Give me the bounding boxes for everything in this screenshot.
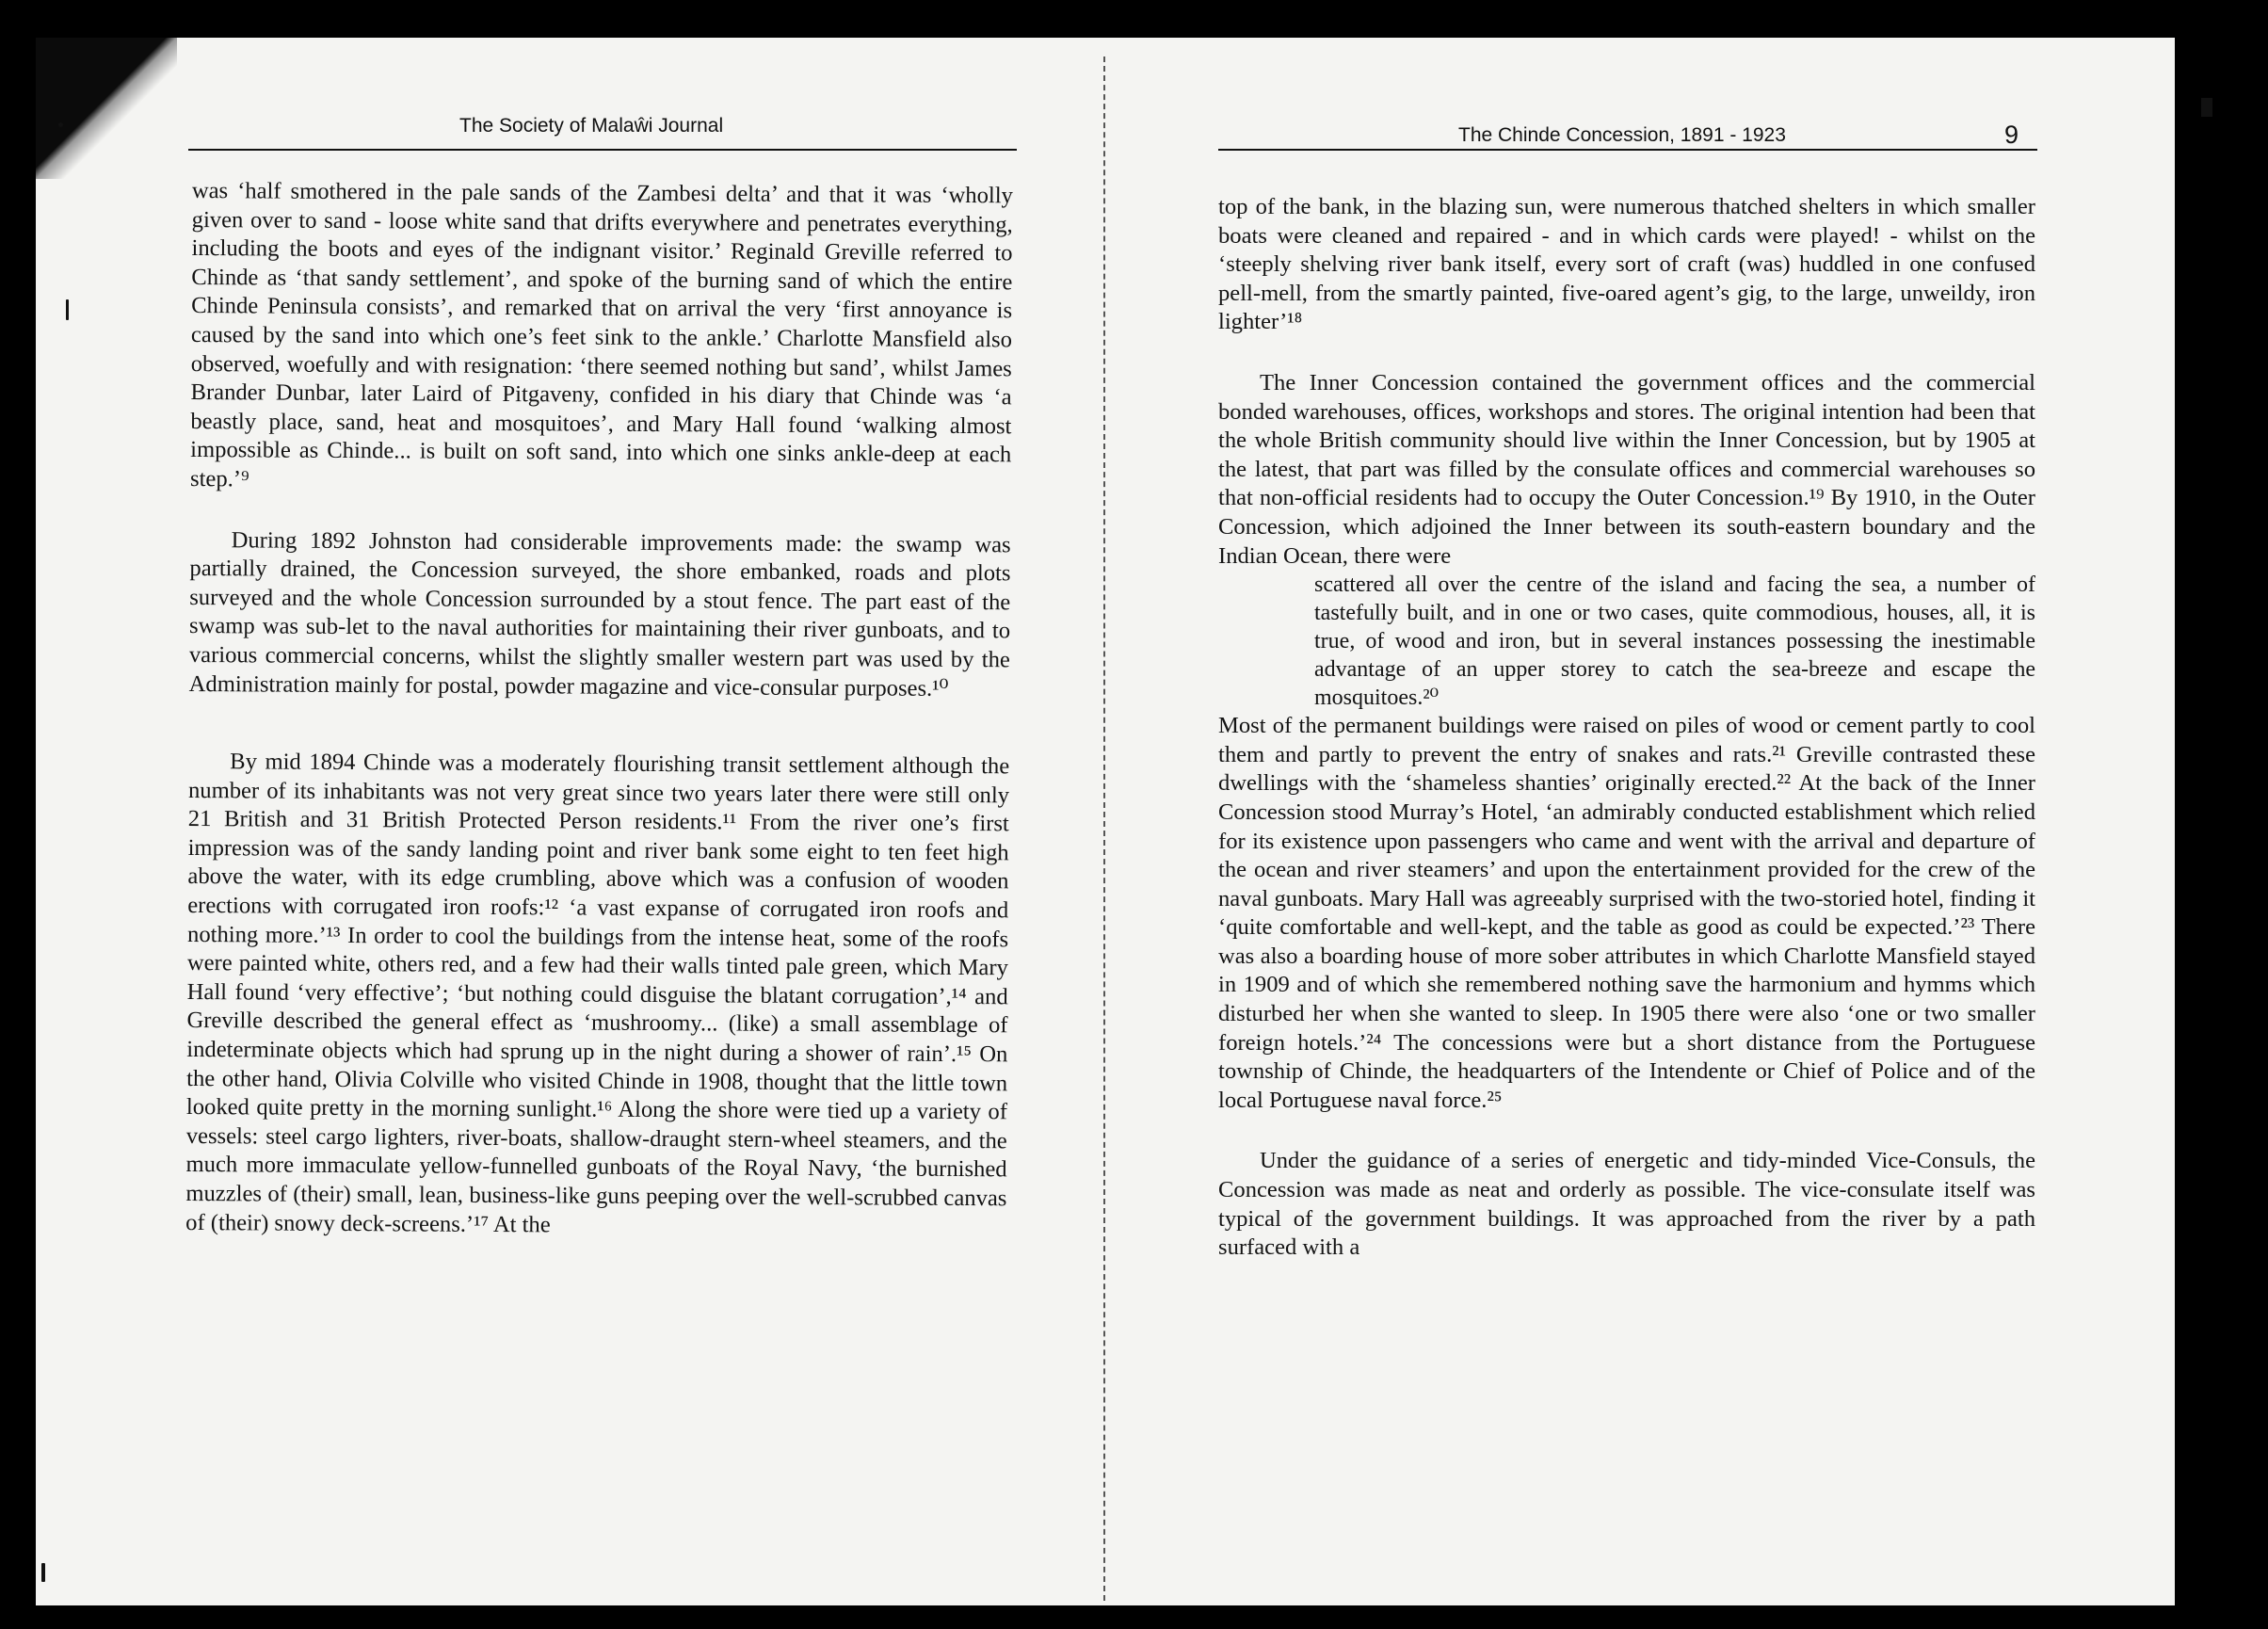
right-paragraph-4: Under the guidance of a series of energetic and tidy-minded Vice-Consuls, the Concession was made as neat and orderly as possible. The vice-consulate itself was typical of the government buildings. It was approached from the river by a path surfaced with a bbox=[1218, 1148, 2035, 1261]
dust-speck bbox=[58, 122, 63, 127]
right-paragraph-2: The Inner Concession contained the government offices and the commercial bonded warehouses, offices, workshops and stores. The original intention had been that the whole British community should live within the Inner Concession, but by 1905 at the latest, that part was filled by the consulate offices and commercial warehouses so that non-official residents had to occupy the Outer Concession.¹⁹ By 1910, in the Outer Concession, which adjoined the Inner between its south-eastern boundary and the Indian Ocean, there were bbox=[1218, 369, 2035, 569]
article-title: The Chinde Concession, 1891 - 1923 bbox=[1458, 124, 1786, 146]
right-page-text bbox=[1218, 193, 2035, 1263]
scan-edge-shadow bbox=[2175, 38, 2268, 1629]
edge-mark bbox=[2201, 98, 2212, 117]
right-paragraph-3: Most of the permanent buildings were raised on piles of wood or cement partly to cool them and partly to prevent the entry of snakes and rats.²¹ Greville contrasted these dwellings with the ‘shameless shanties’ originally erected.²² At the back of the Inner Concession stood Murray’s Hotel, ‘an admirably conducted establishment which relied for its existence upon passengers who came and went with the arrival and departure of the ocean and river steamers’ and upon the entertainment provided for the crew of the naval gunboats. Mary Hall was agreeably surprised with the two-storied hotel, finding it ‘quite comfortable and well-kept, and the table as good as could be expected.’²³ There was also a boarding house of more sober attributes in which Charlotte Mansfield stayed in 1909 and of which she remembered nothing save the harmonium and hymms which disturbed her when she wanted to sleep. In 1905 there were also ‘one or two smaller foreign hotels.’²⁴ The concessions were but a short distance from the Portuguese township of Chinde, the headquarters of the Intendente or Chief of Police and of the local Portuguese naval force.²⁵ bbox=[1218, 713, 2035, 1113]
block-quote: scattered all over the centre of the island and facing the sea, a number of tastefully built, and in one or two cases, quite commodious, houses, all, it is true, of wood and iron, but in several instances possessing the inestimable advantage of an upper storey to catch the sea-breeze and escape the mosquitoes.²⁰ bbox=[1314, 573, 2035, 711]
left-paragraph-2: During 1892 Johnston had considerable improvements made: the swamp was partially drained, the Concession surveyed, the shore embanked, roads and plots surveyed and the whole Concession surrounded by a stout fence. The part east of the swamp was sub-let to the naval authorities for maintaining their river gunboats, and to various commercial concerns, whilst the slightly smaller western part was used by the Administration mainly for postal, powder magazine and vice-consular purposes.¹⁰ bbox=[188, 526, 1011, 702]
right-paragraph-1: top of the bank, in the blazing sun, were numerous thatched shelters in which smaller boats were cleaned and repaired - and in which cards were played! - whilst on the ‘steeply shelving river bank itself, every sort of craft (was) huddled in one confused pell-mell, from the smartly painted, five-oared agent’s gig, to the large, unweildy, iron lighter’¹⁸ bbox=[1218, 194, 2035, 335]
dust-speck bbox=[66, 299, 69, 320]
right-running-header bbox=[1218, 111, 2037, 151]
dust-speck bbox=[41, 1563, 45, 1582]
left-paragraph-3: By mid 1894 Chinde was a moderately flourishing transit settlement although the number of its inhabitants was not very great since two years later there were still only 21 British and 31 British Protected Person residents.¹¹ From the river one’s first impression was of the sandy landing point and river bank some eight to ten feet high above the water, with its edge crumbling, above which was a confusion of wooden erections with corrugated iron roofs:¹² ‘a vast expanse of corrugated iron roofs and nothing more.’¹³ In order to cool the buildings from the intense heat, some of the roofs were painted white, others red, and a few had their walls tinted pale green, which Mary Hall found ‘very effective’; ‘but nothing could disguise the blatant corrugation’,¹⁴ and Greville described the general effect as ‘mushroomy... (like) a small assemblage of indeterminate objects which had sprung up in the night during a shower of rain’.¹⁵ On the other hand, Olivia Colville who visited Chinde in 1908, thought that the little town looked quite pretty in the morning sunlight.¹⁶ Along the shore were tied up a variety of vessels: steel cargo lighters, river-boats, shallow-draught stern-wheel steamers, and the much more immaculate yellow-funnelled gunboats of the Royal Navy, ‘the burnished muzzles of (their) small, lean, business-like guns peeping over the well-scrubbed canvas of (their) snowy deck-screens.’¹⁷ At the bbox=[185, 749, 1010, 1237]
left-running-header bbox=[188, 111, 1017, 151]
center-fold-line bbox=[1103, 56, 1105, 1601]
journal-title: The Society of Malaŵi Journal bbox=[459, 115, 724, 137]
folded-corner bbox=[36, 38, 177, 179]
left-paragraph-1: was ‘half smothered in the pale sands of the Zambesi delta’ and that it was ‘wholly given over to sand - loose white sand that drifts everywhere and penetrates everything, including the boots and eyes of the indignant visitor.’ Reginald Greville referred to Chinde as ‘that sandy settlement’, and spoke of the burning sand of which the entire Chinde Peninsula consists’, and remarked that on arrival the very ‘first annoyance is caused by the sand into which one’s feet sink to the ankle.’ Charlotte Mansfield also observed, woefully and with resignation: ‘there seemed nothing but sand’, whilst James Brander Dunbar, later Laird of Pitgaveny, confided in his diary that Chinde was ‘a beastly place, sand, heat and mosquitoes’, and Mary Hall found ‘walking almost impossible as Chinde... is built on soft sand, into which one sinks ankle-deep at each step.’⁹ bbox=[189, 177, 1013, 492]
page-number: 9 bbox=[2003, 121, 2019, 149]
left-page-text bbox=[185, 177, 1013, 1242]
